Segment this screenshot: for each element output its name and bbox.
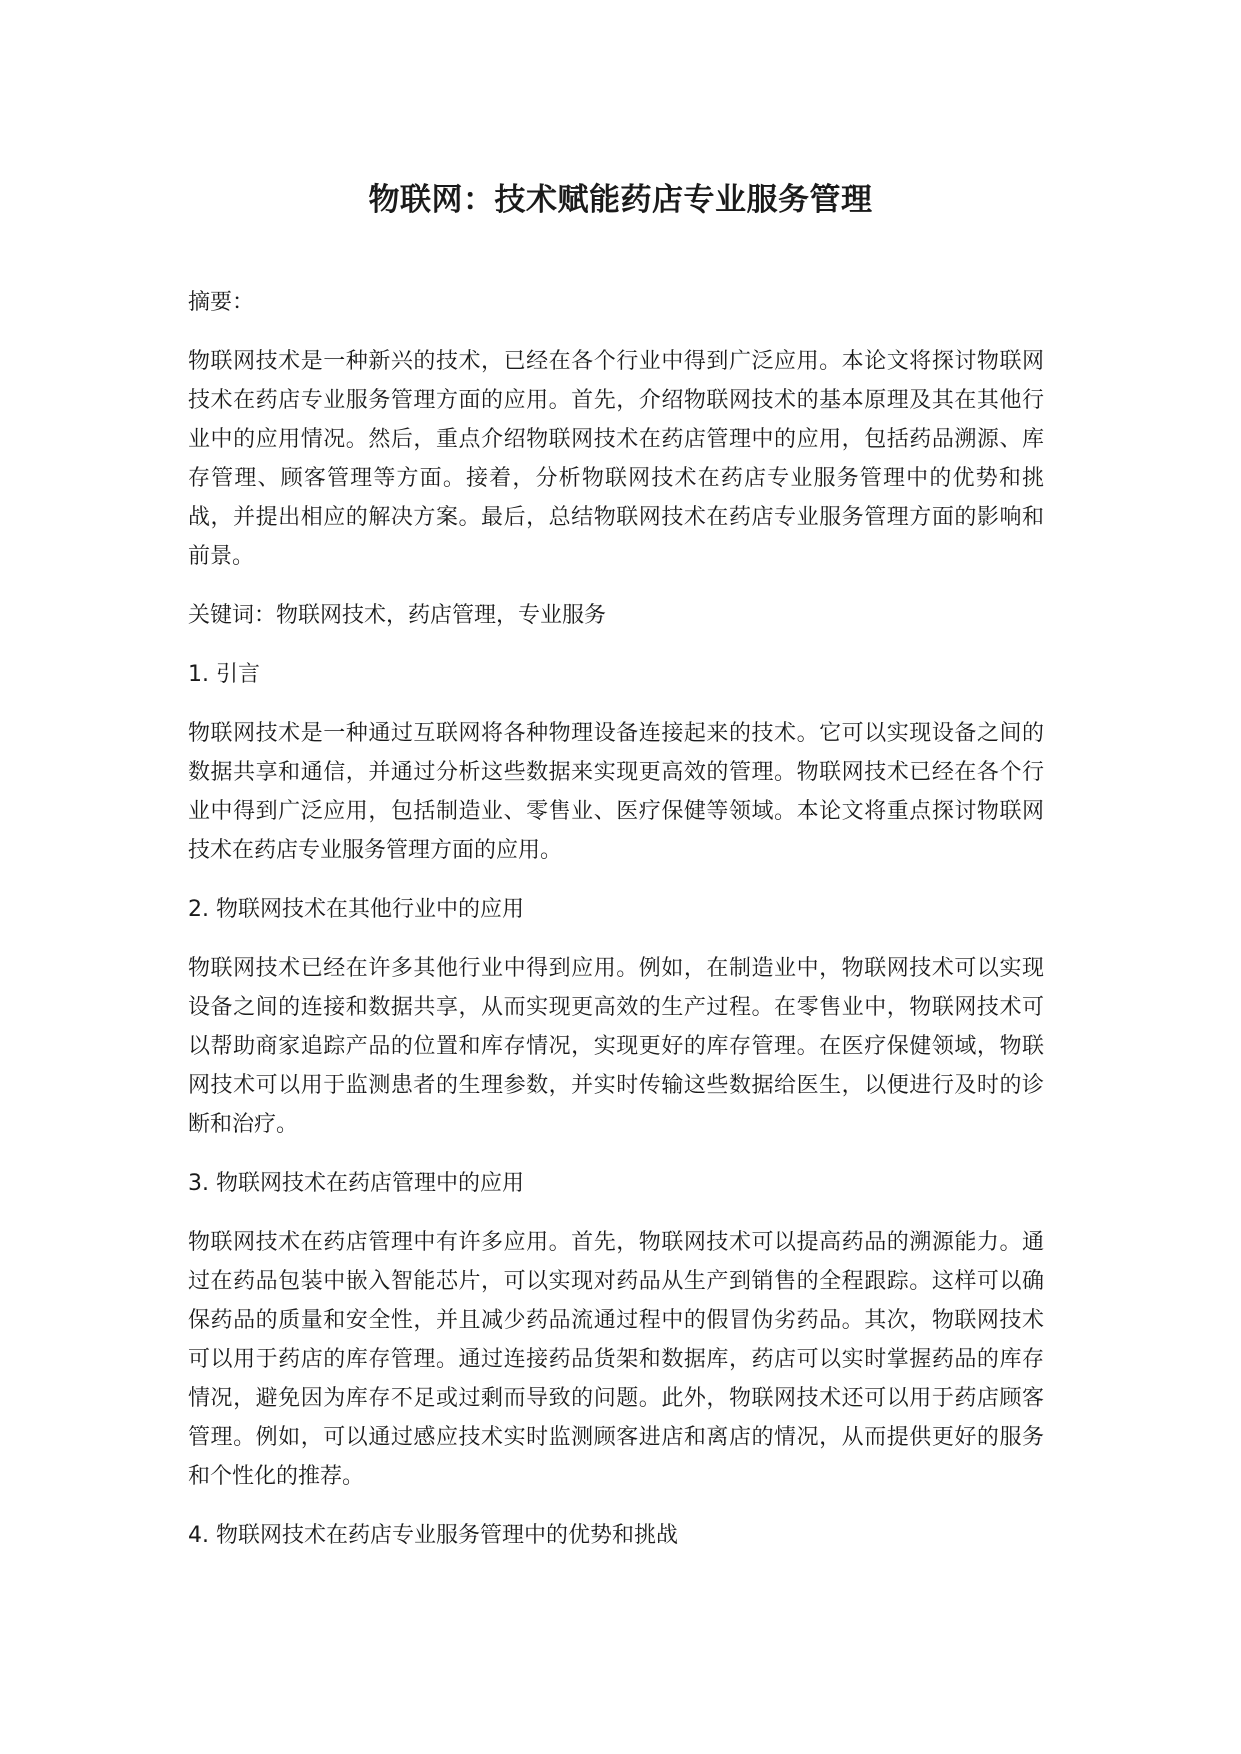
- abstract-label: 摘要：: [188, 290, 255, 315]
- section-body-3: 物联网技术在药店管理中有许多应用。首先，物联网技术可以提高药品的溯源能力。通过在药品包装中嵌入智能芯片，可以实现对药品从生产到销售的全程跟踪。这样可以确保药品的质量和安全性，并且减少药品流通过程中的假冒伪劣药品。其次，物联网技术可以用于药店的库存管理。通过连接药品货架和数据库，药店可以实时掌握药品的库存情况，避免因为库存不足或过剩而导致的问题。此外，物联网技术还可以用于药店顾客管理。例如，可以通过感应技术实时监测顾客进店和离店的情况，从而提供更好的服务和个性化的推荐。: [188, 1230, 1044, 1489]
- section-heading-1: 1. 引言: [188, 662, 260, 687]
- keywords: 关键词：物联网技术，药店管理，专业服务: [188, 603, 607, 628]
- section-body-1: 物联网技术是一种通过互联网将各种物理设备连接起来的技术。它可以实现设备之间的数据共享和通信，并通过分析这些数据来实现更高效的管理。物联网技术已经在各个行业中得到广泛应用，包括制造业、零售业、医疗保健等领域。本论文将重点探讨物联网技术在药店专业服务管理方面的应用。: [188, 721, 1044, 863]
- abstract-text: 物联网技术是一种新兴的技术，已经在各个行业中得到广泛应用。本论文将探讨物联网技术在药店专业服务管理方面的应用。首先，介绍物联网技术的基本原理及其在其他行业中的应用情况。然后，重点介绍物联网技术在药店管理中的应用，包括药品溯源、库存管理、顾客管理等方面。接着，分析物联网技术在药店专业服务管理中的优势和挑战，并提出相应的解决方案。最后，总结物联网技术在药店专业服务管理方面的影响和前景。: [188, 349, 1044, 569]
- section-heading-2: 2. 物联网技术在其他行业中的应用: [188, 897, 524, 922]
- document-body: [188, 283, 1044, 1575]
- section-heading-4: 4. 物联网技术在药店专业服务管理中的优势和挑战: [188, 1523, 678, 1548]
- document-title: 物联网：技术赋能药店专业服务管理: [368, 182, 873, 218]
- section-heading-3: 3. 物联网技术在药店管理中的应用: [188, 1171, 524, 1196]
- section-body-2: 物联网技术已经在许多其他行业中得到应用。例如，在制造业中，物联网技术可以实现设备之间的连接和数据共享，从而实现更高效的生产过程。在零售业中，物联网技术可以帮助商家追踪产品的位置和库存情况，实现更好的库存管理。在医疗保健领域，物联网技术可以用于监测患者的生理参数，并实时传输这些数据给医生，以便进行及时的诊断和治疗。: [188, 956, 1044, 1137]
